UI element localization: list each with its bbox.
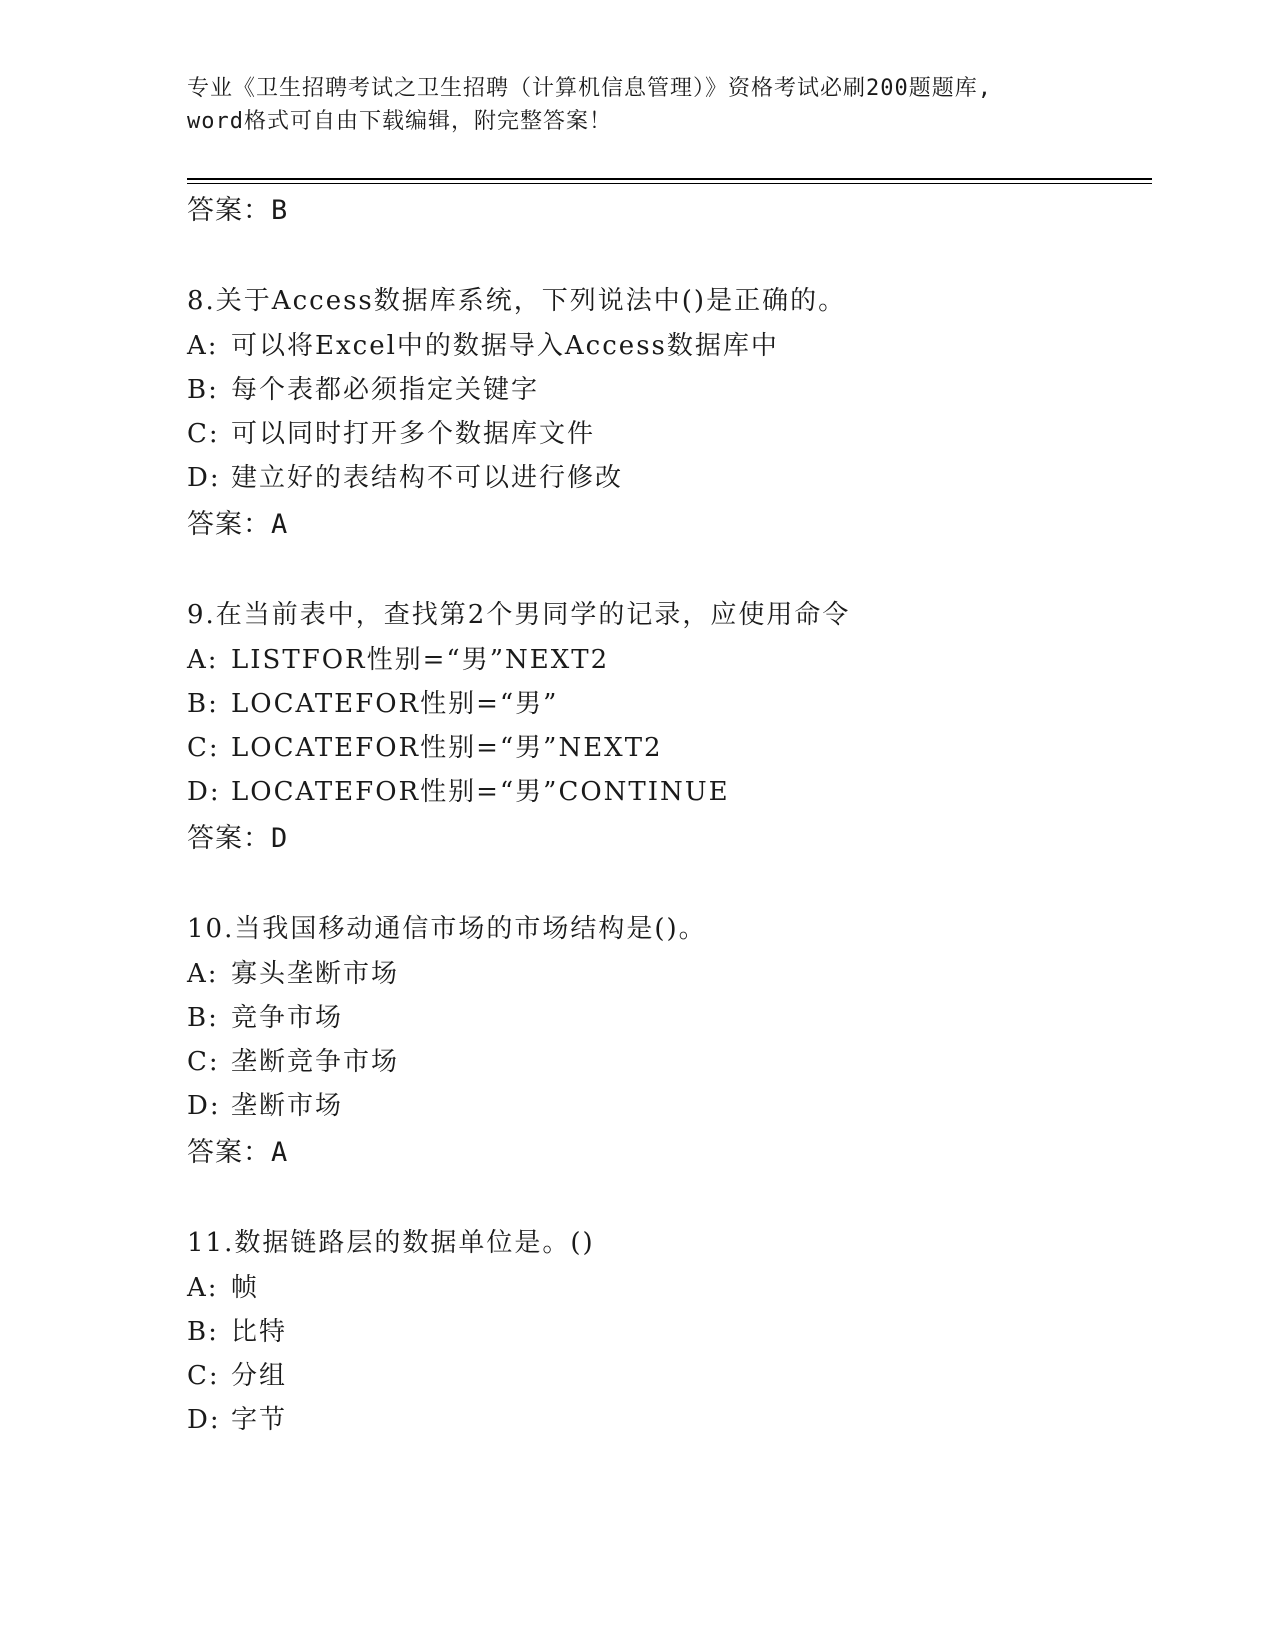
option-c xyxy=(187,413,595,450)
header-line-2: word格式可自由下载编辑，附完整答案！ xyxy=(187,109,612,134)
header-divider-thick xyxy=(187,178,1152,180)
option-text: 可以同时打开多个数据库文件 xyxy=(231,419,596,449)
option-text: 建立好的表结构不可以进行修改 xyxy=(231,463,624,493)
option-text: 比特 xyxy=(231,1317,288,1347)
option-b xyxy=(187,1311,287,1348)
option-letter: C: xyxy=(187,1047,220,1077)
option-text: LOCATEFOR性别=“男” xyxy=(231,689,559,719)
question-11: 11.数据链路层的数据单位是。() xyxy=(187,1228,595,1258)
option-letter: B: xyxy=(187,375,219,405)
question-10: 10.当我国移动通信市场的市场结构是()。 xyxy=(187,914,707,944)
option-a xyxy=(187,639,609,676)
option-text: 垄断市场 xyxy=(231,1091,344,1121)
option-text: LOCATEFOR性别=“男”NEXT2 xyxy=(231,733,663,763)
option-text: 寡头垄断市场 xyxy=(231,959,400,989)
option-text: LISTFOR性别=“男”NEXT2 xyxy=(231,645,610,675)
option-d xyxy=(187,771,730,808)
option-letter: B: xyxy=(187,1317,219,1347)
option-letter: D: xyxy=(187,1091,221,1121)
answer-line: 答案：A xyxy=(187,509,289,540)
option-letter: C: xyxy=(187,1361,220,1391)
option-letter: A: xyxy=(187,959,219,989)
option-a xyxy=(187,325,779,362)
option-d xyxy=(187,457,623,494)
option-letter: B: xyxy=(187,1003,219,1033)
option-a xyxy=(187,953,399,990)
option-letter: C: xyxy=(187,419,220,449)
option-letter: A: xyxy=(187,1273,219,1303)
option-letter: A: xyxy=(187,645,219,675)
option-text: 帧 xyxy=(231,1273,260,1303)
answer-line: 答案：B xyxy=(187,195,289,226)
option-d xyxy=(187,1399,287,1436)
option-text: 每个表都必须指定关键字 xyxy=(231,375,540,405)
option-letter: C: xyxy=(187,733,220,763)
option-b xyxy=(187,997,343,1034)
option-text: 字节 xyxy=(231,1405,288,1435)
option-letter: A: xyxy=(187,331,219,361)
option-letter: D: xyxy=(187,777,221,807)
answer-line: 答案：A xyxy=(187,1137,289,1168)
option-c xyxy=(187,1041,399,1078)
option-d xyxy=(187,1085,343,1122)
question-8: 8.关于Access数据库系统，下列说法中()是正确的。 xyxy=(187,286,847,316)
header-line-1: 专业《卫生招聘考试之卫生招聘（计算机信息管理）》资格考试必刷200题题库, xyxy=(187,76,992,101)
option-text: 垄断竞争市场 xyxy=(231,1047,400,1077)
option-b xyxy=(187,369,539,406)
option-letter: D: xyxy=(187,463,221,493)
option-c xyxy=(187,727,663,764)
header-divider-thin xyxy=(187,183,1152,184)
question-9: 9.在当前表中，查找第2个男同学的记录，应使用命令 xyxy=(187,600,851,630)
option-a xyxy=(187,1267,259,1304)
option-text: 竞争市场 xyxy=(231,1003,344,1033)
option-letter: B: xyxy=(187,689,219,719)
answer-line: 答案：D xyxy=(187,823,289,854)
option-text: LOCATEFOR性别=“男”CONTINUE xyxy=(231,777,730,807)
option-c xyxy=(187,1355,287,1392)
document-header xyxy=(187,72,1117,138)
option-text: 可以将Excel中的数据导入Access数据库中 xyxy=(231,331,779,361)
option-letter: D: xyxy=(187,1405,221,1435)
option-text: 分组 xyxy=(231,1361,288,1391)
option-b xyxy=(187,683,558,720)
